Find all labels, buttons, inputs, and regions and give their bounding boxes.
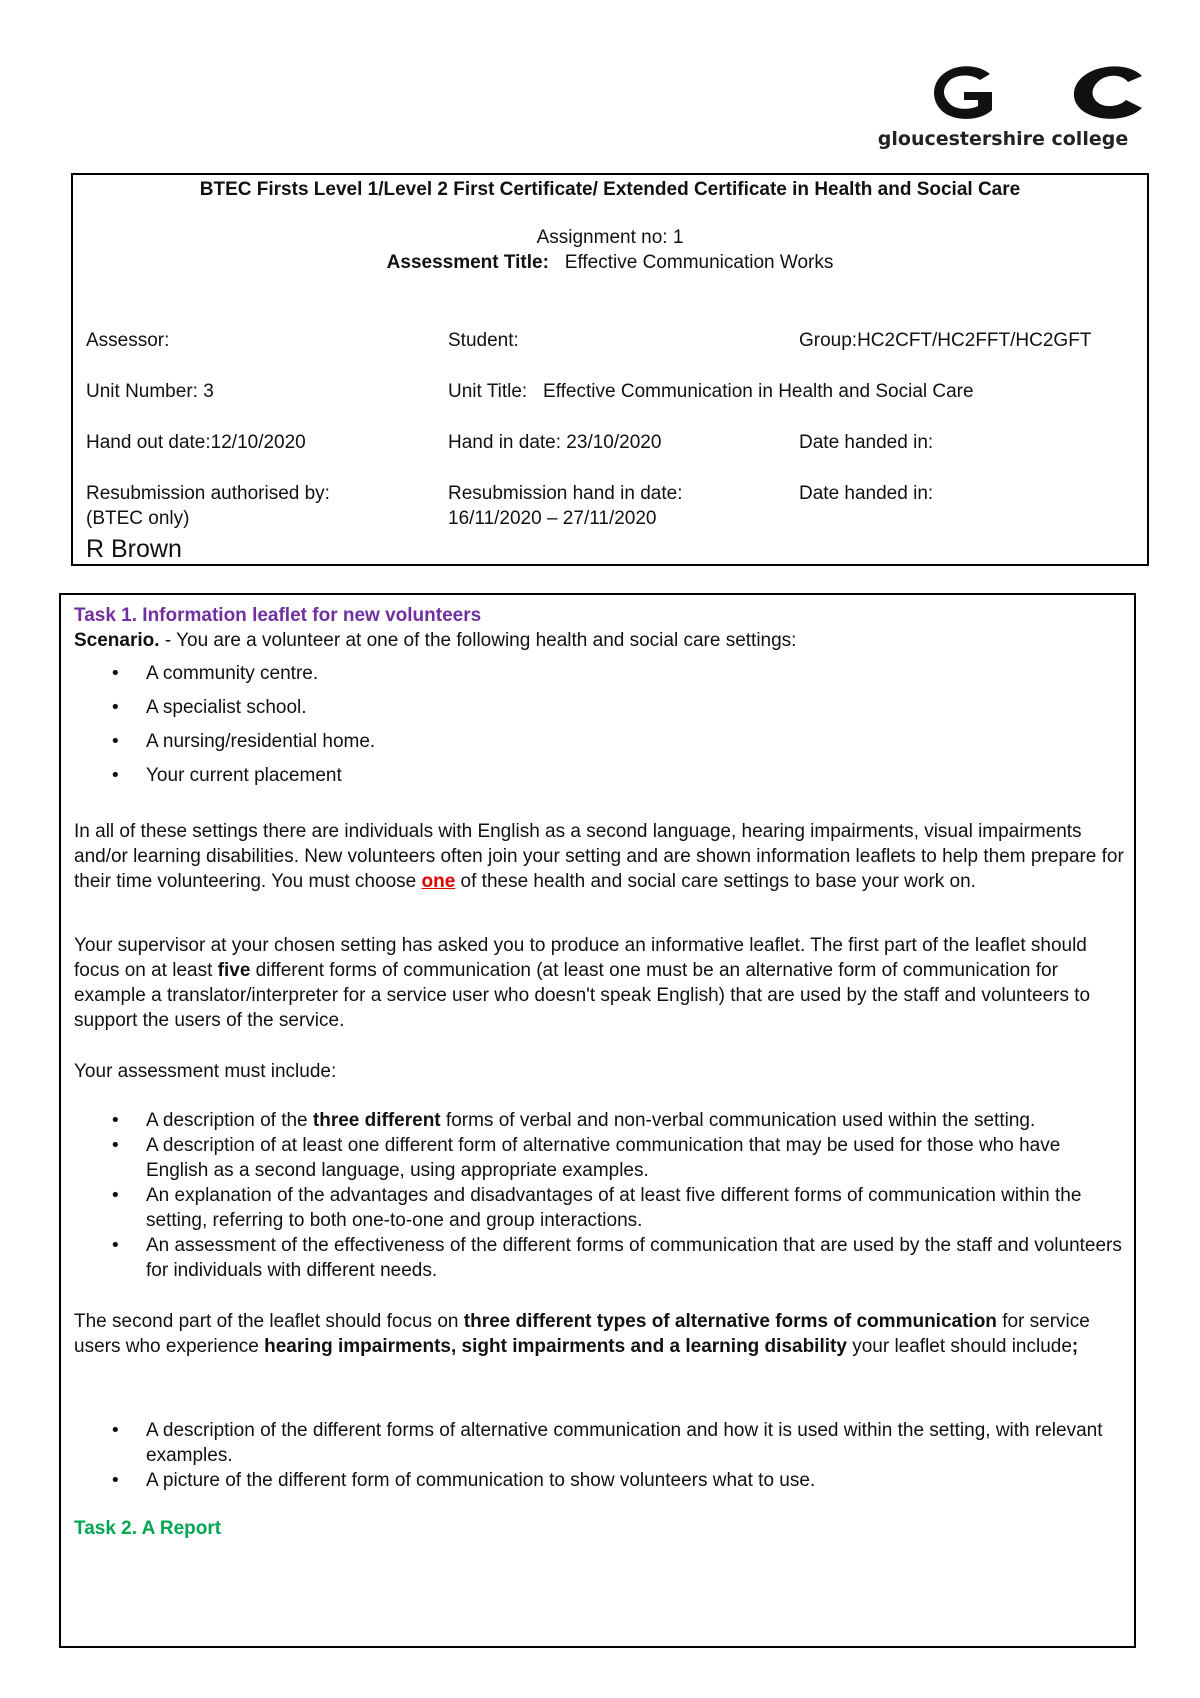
- scenario-text: - You are a volunteer at one of the following health and social care settings:: [159, 630, 797, 651]
- second-part-paragraph: [74, 1309, 1124, 1359]
- list-item: • A community centre.: [74, 661, 1124, 686]
- paragraph-text: Your supervisor at your chosen setting has asked you to produce an informative leaflet. The first part of the leaflet should focus on at least: [74, 935, 1087, 981]
- btec-only-note: (BTEC only): [86, 508, 190, 529]
- item-emphasis: three different: [312, 1110, 441, 1131]
- assessment-title-value: Effective Communication Works: [564, 252, 834, 273]
- hand-out-date: Hand out date:12/10/2020: [86, 432, 306, 453]
- requirements-list: [74, 1108, 1124, 1283]
- resubmission-date-handed-in: Date handed in:: [799, 483, 934, 504]
- settings-list: [74, 661, 1124, 788]
- task-box: [59, 593, 1136, 1648]
- list-item: [74, 1108, 1124, 1133]
- paragraph-text: In all of these settings there are individuals with English as a second language, hearing impairments, visual impairments and/or learning disabilities. New volunteers often join your setting and are shown information leaflets to help them prepare for their time volunteering. You must choose: [74, 821, 1124, 892]
- assignment-header-box: [71, 173, 1149, 566]
- scenario-label: Scenario.: [74, 630, 160, 651]
- assessment-title-label: Assessment Title:: [386, 252, 549, 273]
- resubmission-hand-in-label: Resubmission hand in date:: [448, 483, 683, 504]
- assignment-number: Assignment no: 1: [536, 227, 684, 248]
- emphasis-five: five: [217, 960, 251, 981]
- authoriser-name: R Brown: [86, 535, 182, 563]
- college-logo: [858, 62, 1148, 152]
- assessor-label: Assessor:: [86, 330, 170, 351]
- unit-title-label: Unit Title:: [448, 381, 528, 402]
- paragraph-text: of these health and social care settings to base your work on.: [455, 871, 976, 892]
- student-label: Student:: [448, 330, 519, 351]
- paragraph-text: your leaflet should include: [846, 1336, 1072, 1357]
- task2-heading: Task 2. A Report: [74, 1518, 222, 1539]
- paragraph-text: The second part of the leaflet should focus on: [74, 1311, 464, 1332]
- unit-title-row: [448, 379, 974, 404]
- list-item: • Your current placement: [74, 763, 1124, 788]
- qualification-title: BTEC Firsts Level 1/Level 2 First Certificate/ Extended Certificate in Health and Social Care: [199, 179, 1021, 200]
- assessment-title-row: [73, 252, 1147, 274]
- unit-number: Unit Number: 3: [86, 381, 214, 402]
- task-content: [74, 603, 1124, 1541]
- hand-in-date: Hand in date: 23/10/2020: [448, 432, 662, 453]
- paragraph-emphasis: three different types of alternative forms of communication: [463, 1311, 997, 1332]
- paragraph-emphasis: hearing impairments, sight impairments and a learning disability: [264, 1336, 847, 1357]
- item-text: A description of the: [146, 1110, 313, 1131]
- must-include-line: Your assessment must include:: [74, 1061, 337, 1082]
- list-item: • A description of at least one different form of alternative communication that may be used for those who have English as a second language, using appropriate examples.: [74, 1133, 1124, 1183]
- resubmission-dates: 16/11/2020 – 27/11/2020: [448, 508, 657, 529]
- task1-heading: Task 1. Information leaflet for new volunteers: [74, 605, 482, 626]
- emphasis-one: one: [421, 871, 456, 892]
- paragraph-punctuation: ;: [1071, 1336, 1079, 1357]
- list-item: • A nursing/residential home.: [74, 729, 1124, 754]
- list-item: • An assessment of the effectiveness of the different forms of communication that are used by the staff and volunteers for individuals with different needs.: [74, 1233, 1124, 1283]
- supervisor-paragraph: [74, 933, 1124, 1033]
- group-code: Group:HC2CFT/HC2FFT/HC2GFT: [799, 330, 1092, 351]
- paragraph-text: different forms of communication (at least one must be an alternative form of communication for example a translator/interpreter for a service user who doesn't speak English) that are used by the staff and volunteers to support the users of the service.: [74, 960, 1091, 1031]
- list-item: • An explanation of the advantages and disadvantages of at least five different forms of communication within the setting, referring to both one-to-one and group interactions.: [74, 1183, 1124, 1233]
- item-text: forms of verbal and non-verbal communication used within the setting.: [440, 1110, 1036, 1131]
- list-item: • A specialist school.: [74, 695, 1124, 720]
- date-handed-in: Date handed in:: [799, 432, 934, 453]
- paragraph-text: for service users who experience: [74, 1311, 1090, 1357]
- unit-title-value: Effective Communication in Health and Social Care: [543, 381, 974, 402]
- gc-logo-icon: [928, 62, 1148, 122]
- settings-paragraph: [74, 819, 1124, 894]
- resubmission-authorised-label: Resubmission authorised by:: [86, 483, 330, 504]
- scenario-line: [74, 628, 1124, 653]
- college-name: gloucestershire college: [877, 128, 1129, 150]
- list-item: • A picture of the different form of communication to show volunteers what to use.: [74, 1468, 1124, 1493]
- list-item: • A description of the different forms of alternative communication and how it is used within the setting, with relevant examples.: [74, 1418, 1124, 1468]
- leaflet-contents-list: [74, 1418, 1124, 1493]
